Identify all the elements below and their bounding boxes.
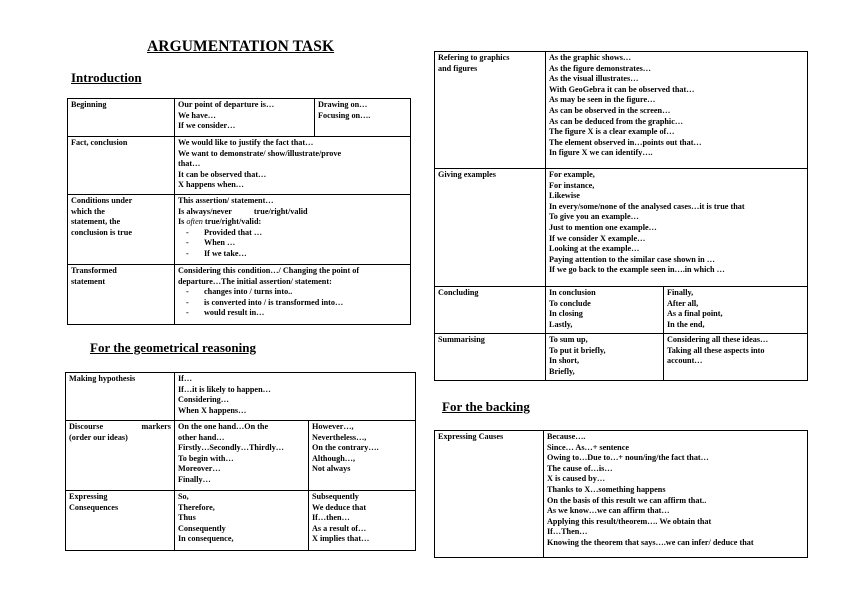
cell: So, Therefore, Thus Consequently In consequence, — [175, 491, 309, 551]
cell: We would like to justify the fact that… We want to demonstrate/ show/illustrate/prove that… It can be observed that… X happens when… — [175, 137, 411, 195]
table-row — [435, 334, 808, 381]
cell: Our point of departure is… We have… If we consider… — [175, 99, 315, 137]
cell: On the one hand…On the other hand… Firstly…Secondly…Thirdly… To begin with… Moreover… Finally… — [175, 421, 309, 491]
cell: However…, Nevertheless…, On the contrary…. Although…, Not always — [309, 421, 416, 491]
row-label: Fact, conclusion — [68, 137, 175, 195]
cell: Considering all these ideas… Taking all these aspects into account… — [664, 334, 808, 381]
cell: For example, For instance, Likewise In every/some/none of the analysed cases…it is true that To give you an example… Just to mention one example… If we consider X example… Looking at the example… Paying attention to the similar case shown in … If we go back to the example seen in….in which … — [546, 169, 808, 287]
row-label: Expressing Consequences — [66, 491, 175, 551]
table-row — [435, 52, 808, 169]
table-row — [435, 169, 808, 287]
backing-table — [434, 430, 808, 558]
table-row — [68, 99, 411, 137]
row-label: Transformed statement — [68, 265, 175, 325]
row-label: Giving examples — [435, 169, 546, 287]
cell: This assertion/ statement… Is always/never true/right/valid Is often true/right/valid: - Provided that … - When … - If we take… — [175, 195, 411, 265]
phrases-table — [434, 51, 808, 381]
introduction-heading: Introduction — [71, 70, 142, 85]
geometrical-heading: For the geometrical reasoning — [90, 340, 256, 355]
table-row — [66, 421, 416, 491]
cell: Drawing on… Focusing on…. — [315, 99, 411, 137]
page-title: ARGUMENTATION TASK — [147, 38, 335, 55]
table-row — [435, 287, 808, 334]
row-label: Summarising — [435, 334, 546, 381]
cell: Because…. Since… As…+ sentence Owing to…Due to…+ noun/ing/the fact that… The cause of…is… X is caused by… Thanks to X…something happens On the basis of this result we can affirm that.. As we know…we can affirm that… Applying this result/theorem…. We obtain that If…Then… Knowing the theorem that says….we can infer/ deduce that — [544, 431, 808, 558]
row-label: Beginning — [68, 99, 175, 137]
table-row — [68, 195, 411, 265]
row-label: Expressing Causes — [435, 431, 544, 558]
table-row — [66, 373, 416, 421]
row-label: Making hypothesis — [66, 373, 175, 421]
row-label: Discourse markers (order our ideas) — [66, 421, 175, 491]
cell: As the graphic shows… As the figure demonstrates… As the visual illustrates… With GeoGebra it can be observed that… As may be seen in the figure… As can be observed in the screen… As can be deduced from the graphic… The figure X is a clear example of… The element observed in…points out that… In figure X we can identify…. — [546, 52, 808, 169]
cell: Considering this condition…/ Changing the point of departure…The initial assertion/ statement: - changes into / turns into.. - is converted into / is transformed into… - would result in… — [175, 265, 411, 325]
row-label: Refering to graphics and figures — [435, 52, 546, 169]
cell: Finally, After all, As a final point, In the end, — [664, 287, 808, 334]
row-label: Conditions under which the statement, the conclusion is true — [68, 195, 175, 265]
cell: If… If…it is likely to happen… Considering… When X happens… — [175, 373, 416, 421]
cell: Subsequently We deduce that If…then… As a result of… X implies that… — [309, 491, 416, 551]
table-row — [68, 265, 411, 325]
row-label: Concluding — [435, 287, 546, 334]
table-row — [68, 137, 411, 195]
table-row — [66, 491, 416, 551]
cell: In conclusion To conclude In closing Lastly, — [546, 287, 664, 334]
geometrical-table — [65, 372, 416, 551]
cell: To sum up, To put it briefly, In short, Briefly, — [546, 334, 664, 381]
backing-heading: For the backing — [442, 399, 530, 414]
introduction-table — [67, 98, 411, 325]
table-row — [435, 431, 808, 558]
